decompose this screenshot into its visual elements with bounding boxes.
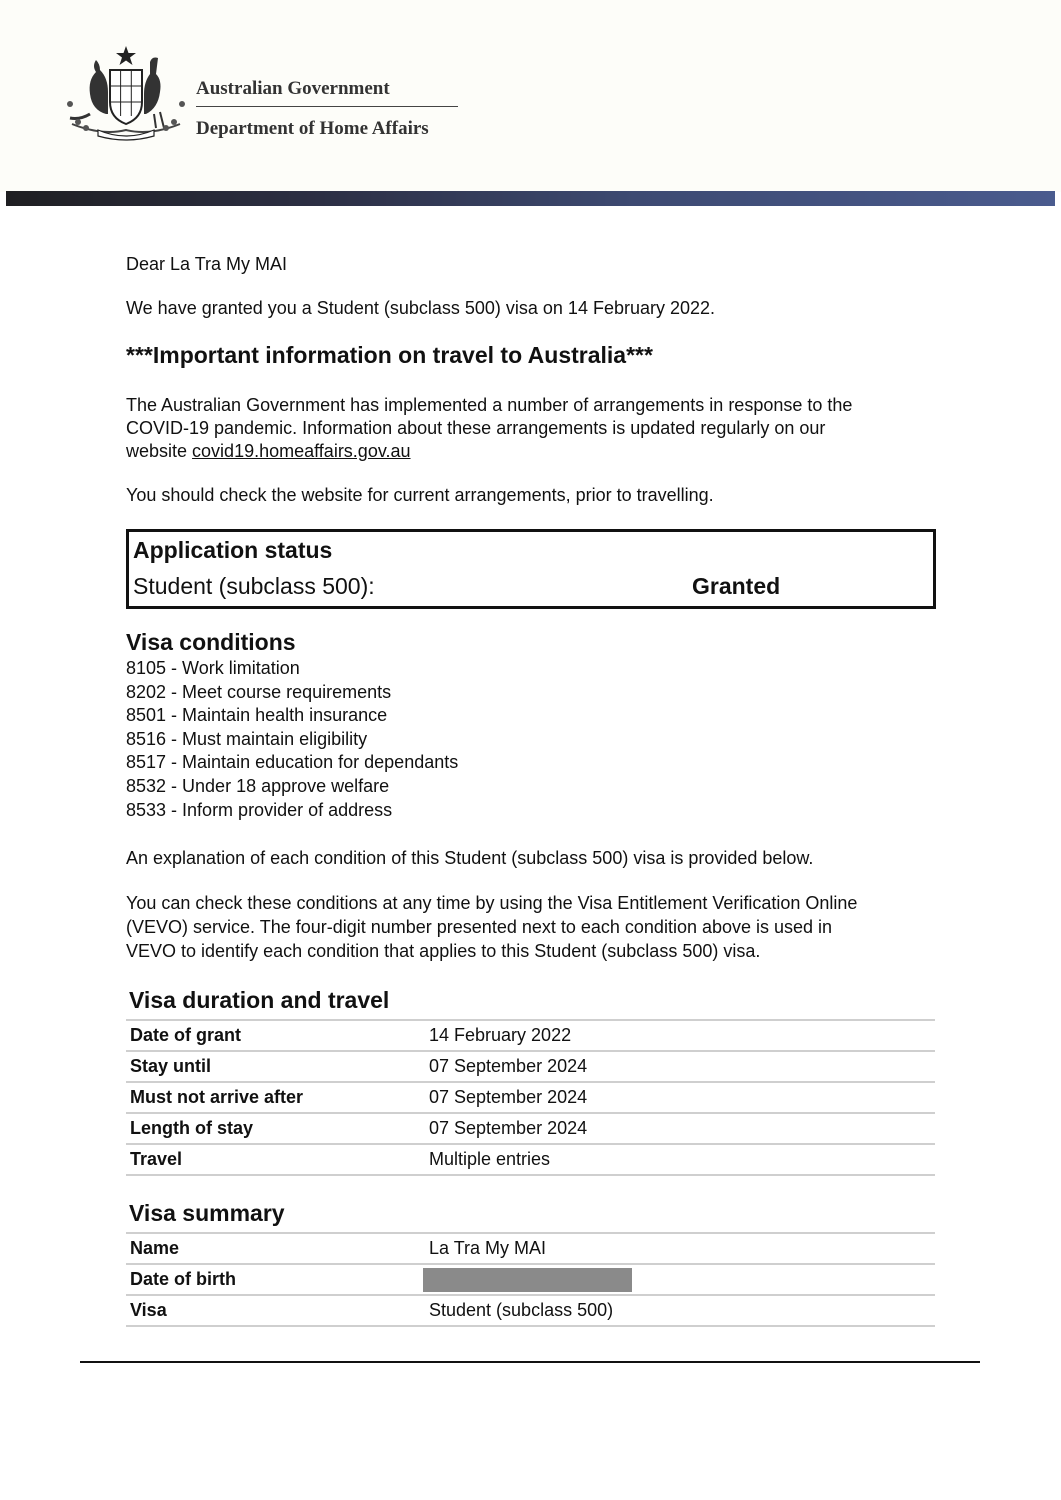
- table-row: [126, 1020, 935, 1051]
- field-label: Must not arrive after: [126, 1082, 425, 1113]
- important-heading: ***Important information on travel to Australia***: [126, 342, 653, 368]
- table-row: [126, 1264, 935, 1295]
- field-label: Name: [126, 1233, 425, 1264]
- field-value: 07 September 2024: [425, 1113, 935, 1144]
- covid-paragraph-line-3: [126, 439, 411, 463]
- visa-conditions-list: [126, 657, 458, 822]
- field-label: Length of stay: [126, 1113, 425, 1144]
- visa-summary-table: [126, 1232, 935, 1327]
- coat-of-arms-icon: [62, 44, 190, 144]
- covid-paragraph-line-2: COVID-19 pandemic. Information about these arrangements is updated regularly on our: [126, 418, 826, 438]
- condition-item: 8202 - Meet course requirements: [126, 681, 392, 702]
- table-row: [126, 1113, 935, 1144]
- grant-statement: We have granted you a Student (subclass 500) visa on 14 February 2022.: [126, 298, 716, 318]
- field-label: Travel: [126, 1144, 425, 1175]
- covid-website-link[interactable]: covid19.homeaffairs.gov.au: [192, 441, 411, 461]
- table-row: [126, 1144, 935, 1175]
- application-status-box: [126, 529, 936, 609]
- vevo-paragraph-line-2: (VEVO) service. The four-digit number presented next to each condition above is used in: [126, 917, 833, 937]
- government-title-block: [196, 76, 458, 141]
- website-prefix: website: [126, 441, 193, 461]
- visa-duration-table: [126, 1019, 935, 1176]
- letterhead: [0, 0, 1061, 192]
- letterhead-divider: [196, 106, 458, 107]
- field-value: Multiple entries: [425, 1144, 935, 1175]
- field-label: Date of grant: [126, 1020, 425, 1051]
- field-value: Student (subclass 500): [425, 1295, 935, 1326]
- table-row: [126, 1233, 935, 1264]
- visa-conditions-heading: Visa conditions: [126, 629, 296, 655]
- table-row: [126, 1295, 935, 1326]
- condition-item: 8517 - Maintain education for dependants: [126, 752, 459, 773]
- field-value: 14 February 2022: [425, 1020, 935, 1051]
- government-name: Australian Government: [196, 78, 390, 99]
- field-label: Stay until: [126, 1051, 425, 1082]
- field-value: 07 September 2024: [425, 1082, 935, 1113]
- field-value: La Tra My MAI: [425, 1233, 935, 1264]
- vevo-paragraph-line-3: VEVO to identify each condition that applies to this Student (subclass 500) visa.: [126, 941, 761, 961]
- condition-item: 8105 - Work limitation: [126, 658, 300, 678]
- covid-paragraph-line-1: The Australian Government has implemented a number of arrangements in response to the: [126, 395, 853, 415]
- condition-item: 8501 - Maintain health insurance: [126, 705, 388, 726]
- department-name: Department of Home Affairs: [196, 118, 429, 139]
- table-row: [126, 1082, 935, 1113]
- application-status-value: Granted: [692, 573, 781, 599]
- condition-item: 8533 - Inform provider of address: [126, 799, 393, 820]
- header-band-bar: [6, 191, 1055, 206]
- condition-item: 8532 - Under 18 approve welfare: [126, 775, 390, 796]
- table-row: [126, 1051, 935, 1082]
- condition-item: 8516 - Must maintain eligibility: [126, 728, 368, 749]
- application-status-title: Application status: [133, 537, 333, 563]
- field-value: [425, 1264, 935, 1295]
- vevo-paragraph-line-1: You can check these conditions at any time by using the Visa Entitlement Verification Online: [126, 893, 858, 913]
- field-label: Date of birth: [126, 1264, 425, 1295]
- check-website-note: You should check the website for current arrangements, prior to travelling.: [126, 485, 714, 505]
- field-value: 07 September 2024: [425, 1051, 935, 1082]
- footer-divider: [80, 1361, 980, 1363]
- application-status-label: Student (subclass 500):: [133, 573, 375, 599]
- visa-duration-heading: Visa duration and travel: [129, 987, 390, 1013]
- field-label: Visa: [126, 1295, 425, 1326]
- salutation: Dear La Tra My MAI: [126, 254, 288, 274]
- redaction-block: [423, 1268, 632, 1292]
- conditions-explanation: An explanation of each condition of this Student (subclass 500) visa is provided below.: [126, 848, 814, 868]
- visa-summary-heading: Visa summary: [129, 1200, 285, 1226]
